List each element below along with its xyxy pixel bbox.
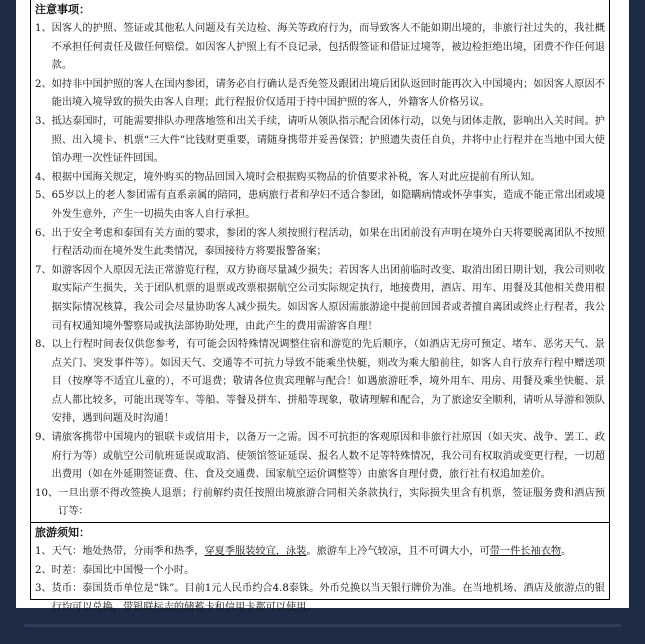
note-item — [35, 225, 605, 262]
item-text: 一旦出票不得改签换人退票；行前解约责任按照出境旅游合同相关条款执行，实际损失里含有机票，签证服务费和酒店预订等： — [58, 487, 605, 518]
travel-list — [35, 543, 605, 617]
item-number: 9、 — [35, 432, 52, 444]
travel-item — [35, 580, 605, 617]
item-text: 如游客因个人原因无法正常游览行程，双方协商尽量减少损失；若因客人出团前临时改变、取消出团日期计划，我公司则收取实际产生损失，关于团队机票的退票或改票根据航空公司实际规定执行，地接费用，酒店、用车、用餐及其他相关费用根据实际情况核算，我公司会尽量协助客人减少损失。如因客人原因需旅游途中提前回国者或者擅自离团或终止行程者，我公司有权通知境外警察局或执法部协助处理，由此产生的费用需游客自理！ — [51, 264, 605, 332]
note-item — [35, 262, 605, 336]
note-item — [35, 76, 605, 113]
item-text: 如持非中国护照的客人在国内参团，请务必自行确认是否免签及跟团出境后团队返回时能再次入中国境内；如因客人原因不能出境入境导致的损失由客人自理；此行程报价仅适用于持中国护照的客人，外籍客人价格另议。 — [51, 78, 605, 109]
item-number: 3、 — [35, 115, 52, 127]
item-text: 根据中国海关规定，境外购买的物品回国入境时会根据购买物品的价值要求补税，客人对此应提前有所认知。 — [51, 171, 541, 183]
item-number: 1、 — [35, 23, 52, 34]
weather-sleeve-note: 带一件长袖衣物 — [489, 546, 562, 558]
document-page — [16, 0, 629, 613]
travel-item — [35, 562, 605, 581]
note-item — [35, 336, 605, 429]
weather-suffix: 。 — [561, 546, 572, 558]
note-item — [35, 20, 605, 76]
item-number: 10、 — [35, 487, 59, 499]
item-number: 5、 — [35, 190, 52, 202]
note-item — [35, 187, 605, 224]
notes-title: 注意事项： — [35, 3, 90, 16]
item-number: 6、 — [35, 227, 52, 239]
item-text: 出于安全考虑和泰国有关方面的要求，参团的客人须按照行程活动，如果在出团前没有声明在境外白天将要脱离团队不按照行程活动而在境外发生此类情况，泰国接待方将要报警备案； — [51, 227, 605, 258]
item-number: 7、 — [35, 264, 52, 276]
weather-prefix: 天气：地处热带，分雨季和热季， — [51, 546, 205, 558]
weather-middle: 。旅游车上冷气较凉，且不可调大小，可 — [306, 546, 490, 558]
note-item — [35, 169, 605, 188]
notice-table — [30, 0, 610, 613]
notes-section — [31, 0, 609, 522]
weather-clothing-note: 穿夏季服装较宜，泳装 — [204, 546, 307, 558]
item-number: 8、 — [35, 339, 52, 351]
item-text: 以上行程时间表仅供您参考，有可能会因特殊情况调整住宿和游览的先后顺序，（如酒店无房可预定、堵车、恶劣天气、景点关门、突发事件等）。如因天气、交通等不可抗力导致不能乘坐快艇，则改为乘大船前往，如客人自行放弃行程中赠送项目（按摩等不适宜儿童的），不可退费；敬请各位贵宾理解与配合！如遇旅游旺季，境外用车、用房、用餐及乘坐快艇、景点人都比较多，可能出现等车、等船、等餐及拼车、拼船等现象，敬请理解和配合，为了旅途安全顺利，请听从导游和领队安排，遇到问题及时沟通！ — [51, 339, 605, 425]
item-number: 3、 — [35, 583, 52, 595]
item-text: 因客人的护照、签证或其他私人问题及有关边检、海关等政府行为，而导致客人不能如期出境的，非旅行社过失的，我社概不承担任何责任及做任何赔偿。如因客人护照上有不良记录，包括假签证和借证过境等，被边检拒绝出境，团费不作任何退款。 — [51, 23, 605, 72]
note-item — [35, 429, 605, 485]
item-text: 时差：泰国比中国慢一个小时。 — [51, 564, 195, 576]
item-text: 65岁以上的老人参团需有直系亲属的陪同，患病旅行者和孕妇不适合参团，如隐瞒病情或怀孕事实，造成不能正常出团或境外发生意外，产生一切损失由客人自行承担。 — [51, 190, 605, 220]
notes-list — [35, 20, 605, 522]
item-number: 1、 — [35, 546, 52, 558]
travel-title: 旅游须知： — [35, 526, 90, 540]
note-item — [35, 113, 605, 169]
item-text: 请旅客携带中国境内的银联卡或信用卡，以备万一之需。因不可抗拒的客观原因和非旅行社原因（如天灾、战争、罢工、政府行为等）或航空公司航班延误或取消、使领馆签证延误、报名人数不足等特殊情况，我公司有权取消或变更行程，一切超出费用（如在外延期签证费、住、食及交通费、国家航空运价调整等）由旅客自理付费，旅行社有权追加差价。 — [51, 432, 605, 481]
scrollbar-track[interactable] — [24, 624, 621, 627]
item-text — [52, 543, 605, 562]
travel-section — [31, 523, 609, 617]
item-number: 4、 — [35, 171, 52, 183]
item-text: 货币：泰国货币单位是“铢”。目前1元人民币约合4.8泰铢。外币兑换以当天银行牌价为准。在当地机场、酒店及旅游点的银行均可以兑换。带银联标志的储蓄卡和信用卡都可以使用。 — [51, 583, 605, 613]
item-number: 2、 — [35, 78, 52, 90]
travel-item — [35, 543, 605, 562]
item-number: 2、 — [35, 564, 52, 576]
note-item — [35, 485, 605, 522]
item-text: 抵达泰国时，可能需要排队办理落地签和出关手续，请听从领队指示配合团体行动，以免与团体走散，影响出入关时间。护照、出入境卡、机票“三大件”比钱财更重要，请随身携带并妥善保管；护照遗失责任自负，并将中止行程并在当地中国大使馆办理一次性证件回国。 — [51, 115, 605, 165]
